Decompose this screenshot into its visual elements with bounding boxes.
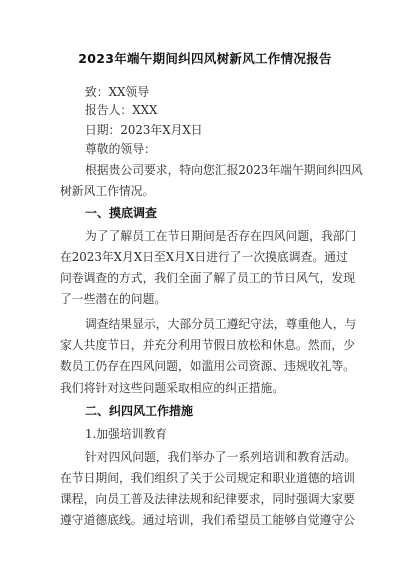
section1-para1-line-3: 问卷调查的方式，我们全面了解了员工的节日风气，发现 — [60, 271, 355, 285]
recipient-line: 致：XX领导 — [85, 85, 149, 99]
section2-heading: 二、纠四风工作措施 — [85, 404, 194, 418]
section2-para1-line-4: 遵守道德底线。通过培训，我们希望员工能够自觉遵守公 — [60, 513, 355, 527]
intro-line-1: 根据贵公司要求，特向您汇报2023年端午期间纠四风 — [85, 163, 363, 177]
section2-para1-line-1: 针对四风问题，我们举办了一系列培训和教育活动。 — [85, 450, 357, 464]
salutation-line: 尊敬的领导： — [85, 142, 156, 156]
section2-para1-line-2: 在节日期间，我们组织了关于公司规定和职业道德的培训 — [60, 471, 355, 485]
intro-line-2: 树新风工作情况。 — [60, 184, 155, 198]
section1-para2-line-3: 数员工仍存在四风问题，如滥用公司资源、违规收礼等。 — [60, 359, 355, 373]
section1-para2-line-1: 调查结果显示，大部分员工遵纪守法，尊重他人，与 — [85, 317, 357, 331]
section1-heading: 一、摸底调查 — [85, 206, 158, 220]
section1-para2-line-2: 家人共度节日，并充分利用节假日放松和休息。然而，少 — [60, 338, 355, 352]
section1-para1-line-4: 了一些潜在的问题。 — [60, 292, 167, 306]
reporter-line: 报告人：XXX — [85, 103, 158, 117]
section1-para2-line-4: 我们将针对这些问题采取相应的纠正措施。 — [60, 381, 285, 395]
document-title: 2023年端午期间纠四风树新风工作情况报告 — [78, 51, 332, 66]
section2-subheading-1: 1.加强培训教育 — [85, 427, 168, 441]
section1-para1-line-1: 为了了解员工在节日期间是否存在四风问题，我部门 — [85, 229, 357, 243]
section1-para1-line-2: 在2023年X月X日至X月X日进行了一次摸底调查。通过 — [60, 250, 348, 264]
section2-para1-line-3: 课程，向员工普及法律法规和纪律要求，同时强调大家要 — [60, 492, 355, 506]
date-line: 日期：2023年X月X日 — [85, 123, 203, 137]
